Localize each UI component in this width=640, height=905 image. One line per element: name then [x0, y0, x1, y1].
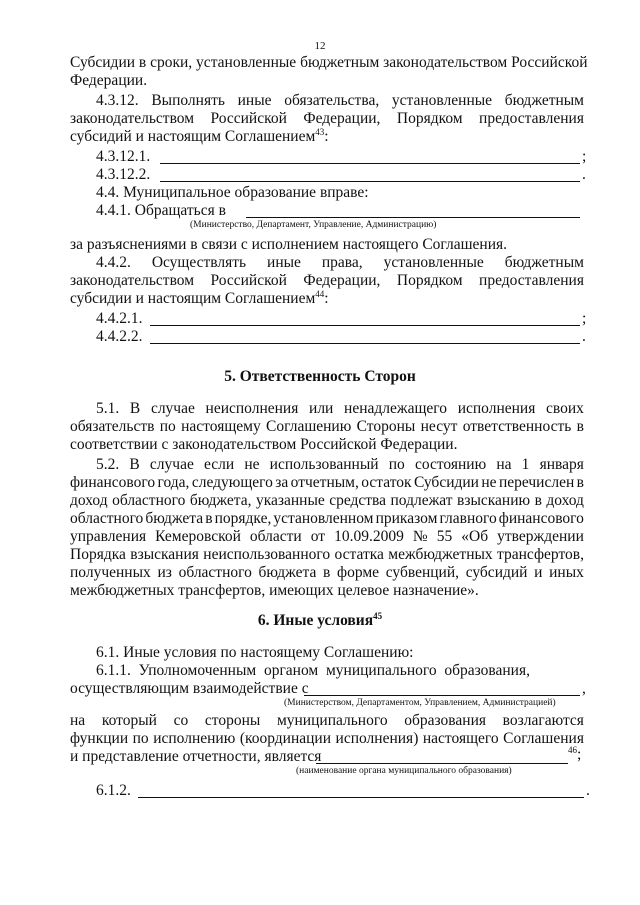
word: Порядком — [396, 110, 463, 127]
word: 5.2. — [96, 456, 120, 473]
word: установленном — [273, 510, 374, 527]
word: (координации — [239, 730, 332, 747]
item-label: 4.3.12.1. — [96, 148, 151, 165]
word: приказом — [375, 510, 438, 527]
word: муниципального — [325, 662, 437, 679]
p611-line4 — [70, 730, 584, 748]
field-caption: (наименование органа муниципального образования) — [296, 766, 512, 776]
word: иные — [267, 254, 301, 271]
word: 6.1.1. — [96, 662, 131, 679]
word: доход — [70, 492, 108, 509]
punct: . — [586, 782, 590, 799]
word: законодательством — [70, 110, 195, 127]
word: функции — [70, 730, 129, 747]
word: главного — [439, 510, 497, 527]
word: в — [534, 492, 542, 509]
punct: ; — [582, 310, 587, 327]
punct: : — [324, 290, 329, 307]
word: стороны — [204, 712, 261, 729]
p52-line4 — [70, 510, 584, 528]
word: 1 — [521, 456, 530, 473]
p52-line1 — [96, 456, 584, 474]
footnote-ref: 46 — [568, 745, 577, 755]
word: за — [275, 474, 289, 491]
fill-line[interactable] — [138, 797, 584, 798]
word: на — [70, 712, 86, 729]
word: перечислен — [498, 474, 575, 491]
word: бюджета — [258, 564, 317, 581]
word: ответственность — [462, 418, 572, 435]
word: В — [129, 400, 141, 417]
p51-line1 — [96, 400, 584, 418]
paragraph-4-3-12-line1 — [96, 92, 584, 110]
word: или — [309, 400, 334, 417]
word: остатка — [334, 546, 384, 563]
word: остаток — [361, 474, 412, 491]
p52-line6 — [70, 546, 584, 564]
word: исполнения) — [335, 730, 419, 747]
text-line: 4.4. Муниципальное образование вправе: — [96, 184, 369, 201]
word: отчетным, — [290, 474, 359, 491]
word: января — [539, 456, 584, 473]
fill-line[interactable] — [316, 763, 568, 764]
punct: . — [582, 166, 586, 183]
word: исполнения — [457, 400, 536, 417]
word: состоянию — [414, 456, 487, 473]
text-line: соответствии с законодательством Российской Федерации. — [70, 436, 458, 453]
word: обязательства, — [284, 92, 380, 109]
word: муниципального — [276, 712, 388, 729]
word: своих — [546, 400, 584, 417]
p611-line3 — [70, 712, 584, 730]
word: Федерации, — [303, 110, 381, 127]
punct: ; — [577, 746, 582, 763]
word: на — [496, 456, 512, 473]
word: года, — [157, 474, 190, 491]
p611-line1 — [96, 662, 530, 680]
footnote-ref: 43 — [315, 127, 325, 137]
paragraph-4-4-2-line3 — [70, 290, 329, 308]
p52-line7 — [70, 564, 584, 582]
word: финансового — [498, 510, 584, 527]
word: не — [481, 474, 497, 491]
word: неисполнения — [205, 400, 299, 417]
word: по — [159, 418, 176, 435]
word: трансфертов, — [497, 546, 584, 563]
section-heading: 5. Ответственность Сторон — [224, 368, 416, 385]
word: в — [576, 418, 584, 435]
word: обязательств — [70, 418, 155, 435]
word: со — [173, 712, 189, 729]
word: бюджета — [145, 510, 204, 527]
word: случае — [150, 400, 195, 417]
fill-line[interactable] — [150, 325, 580, 326]
text-line: межбюджетных трансфертов, имеющих целевое назначение». — [70, 582, 479, 599]
text-line: 6.1. Иные условия по настоящему Соглашению: — [96, 644, 414, 661]
word: бюджетным — [504, 92, 584, 109]
word: взыскания — [130, 546, 199, 563]
word: взысканию — [457, 492, 531, 509]
word: утверждении — [497, 528, 584, 545]
word: Российской — [210, 110, 287, 127]
word: областного — [178, 564, 252, 581]
p51-line2 — [70, 418, 584, 436]
word: в — [205, 510, 213, 527]
word: ненадлежащего — [344, 400, 448, 417]
word: 10.09.2009 — [334, 528, 404, 545]
item-label: 4.3.12.2. — [96, 166, 151, 183]
word: субсидий — [465, 564, 528, 581]
word: управления — [70, 528, 147, 545]
item-label: 6.1.2. — [96, 782, 131, 799]
word: который — [101, 712, 157, 729]
footnote-ref: 45 — [373, 611, 383, 621]
word: по — [388, 456, 405, 473]
word: в — [576, 474, 584, 491]
word: из — [157, 564, 172, 581]
paragraph-4-4-2-line1 — [96, 254, 584, 272]
word: Стороны — [356, 418, 416, 435]
footnote-end — [568, 746, 581, 764]
punct: . — [582, 328, 586, 345]
word: бюджета, — [189, 492, 252, 509]
item-label: осуществляющим взаимодействие с — [70, 680, 309, 697]
item-label: 4.4.2.2. — [96, 328, 143, 345]
word: доход — [546, 492, 584, 509]
word: иных — [549, 564, 584, 581]
word: Уполномоченным — [138, 662, 257, 679]
item-label: и представление отчетности, является — [70, 748, 322, 765]
punct: ; — [582, 148, 587, 165]
fill-line[interactable] — [246, 217, 580, 218]
field-caption: (Министерством, Департаментом, Управлением, Администрацией) — [284, 698, 556, 708]
word: не — [244, 456, 260, 473]
word: Федерации, — [303, 272, 381, 289]
section-heading — [0, 612, 640, 630]
text-line: Субсидии в сроки, установленные бюджетным законодательством Российской — [70, 54, 588, 71]
fill-line[interactable] — [304, 695, 580, 696]
word: «Об — [461, 528, 489, 545]
word: Российской — [210, 272, 287, 289]
word: настоящего — [422, 730, 499, 747]
word: неиспользованного — [203, 546, 331, 563]
text-line: за разъяснениями в связи с исполнением настоящего Соглашения. — [70, 236, 508, 253]
p52-line3 — [70, 492, 584, 510]
punct: , — [582, 680, 586, 697]
text: субсидий и настоящим Соглашением — [70, 128, 316, 145]
word: 5.1. — [96, 400, 120, 417]
heading-text: 6. Иные условия — [257, 612, 374, 629]
word: Порядка — [70, 546, 126, 563]
field-caption: (Министерство, Департамент, Управление, Администрацию) — [190, 220, 437, 230]
page-number: 12 — [314, 40, 326, 52]
word: областного — [70, 510, 144, 527]
paragraph-4-3-12-line2 — [70, 110, 584, 128]
word: если — [203, 456, 235, 473]
word: предоставления — [479, 110, 584, 127]
word: исполнению — [153, 730, 236, 747]
word: № — [412, 528, 428, 545]
word: установленные — [383, 254, 484, 271]
word: образования, — [444, 662, 530, 679]
word: возлагаются — [502, 712, 584, 729]
word: иные — [237, 92, 272, 109]
punct: : — [324, 128, 329, 145]
word: использованный — [269, 456, 379, 473]
p52-line5 — [70, 528, 584, 546]
word: средства — [329, 492, 387, 509]
word: установленные — [391, 92, 493, 109]
paragraph-4-4-2-line2 — [70, 272, 584, 290]
word: 4.3.12. — [96, 92, 139, 109]
word: от — [310, 528, 326, 545]
word: областного — [112, 492, 186, 509]
word: межбюджетных — [388, 546, 493, 563]
word: следующего — [191, 474, 273, 491]
word: Осуществлять — [151, 254, 247, 271]
word: В — [129, 456, 140, 473]
word: Соглашения — [503, 730, 584, 747]
word: подлежат — [390, 492, 453, 509]
word: бюджетным — [504, 254, 584, 271]
word: 55 — [436, 528, 453, 545]
word: указанные — [255, 492, 325, 509]
word: органом — [263, 662, 319, 679]
word: права, — [321, 254, 363, 271]
word: Выполнять — [151, 92, 225, 109]
word: Кемеровской — [155, 528, 241, 545]
word: Соглашению — [266, 418, 352, 435]
word: по — [132, 730, 149, 747]
fill-line[interactable] — [150, 343, 580, 344]
word: Субсидии — [413, 474, 479, 491]
item-label: 4.4.2.1. — [96, 310, 143, 327]
word: Порядком — [396, 272, 463, 289]
word: настоящему — [181, 418, 261, 435]
paragraph-4-3-12-line3 — [70, 128, 329, 146]
word: в — [323, 564, 331, 581]
word: случае — [149, 456, 194, 473]
fill-line[interactable] — [160, 163, 580, 164]
word: несут — [420, 418, 458, 435]
word: финансового — [70, 474, 156, 491]
p52-line2 — [70, 474, 584, 492]
item-label: 4.4.1. Обращаться в — [96, 202, 226, 219]
text-line: Федерации. — [70, 72, 148, 89]
word: законодательством — [70, 272, 195, 289]
footnote-ref: 44 — [315, 289, 325, 299]
word: полученных — [70, 564, 151, 581]
word: образования — [404, 712, 486, 729]
word: и — [534, 564, 543, 581]
text: субсидии и настоящим Соглашением — [70, 290, 316, 307]
word: форме — [337, 564, 380, 581]
word: области — [249, 528, 302, 545]
word: предоставления — [479, 272, 584, 289]
word: 4.4.2. — [96, 254, 131, 271]
fill-line[interactable] — [160, 181, 580, 182]
word: порядке, — [214, 510, 272, 527]
word: субвенций, — [385, 564, 460, 581]
